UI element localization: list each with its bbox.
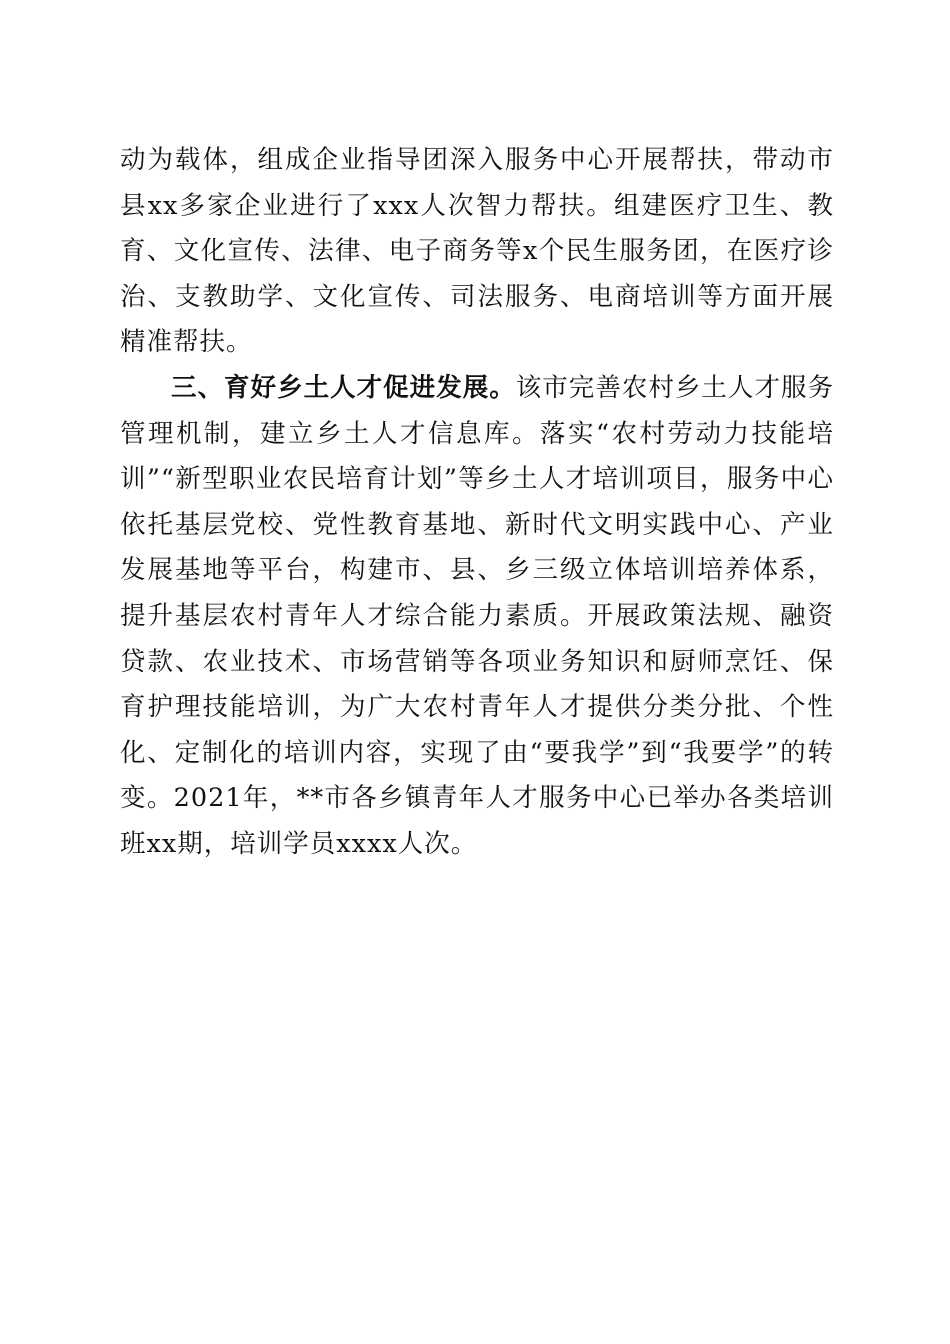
section-body-text: 该市完善农村乡土人才服务管理机制，建立乡土人才信息库。落实“农村劳动力技能培训”“新型职业农民培育计划”等乡土人才培训项目，服务中心依托基层党校、党性教育基地、新时代文明实践中心、产业发展基地等平台，构建市、县、乡三级立体培训培养体系，提升基层农村青年人才综合能力素质。开展政策法规、融资贷款、农业技术、市场营销等各项业务知识和厨师烹饪、保育护理技能培训，为广大农村青年人才提供分类分批、个性化、定制化的培训内容，实现了由“要我学”到“我要学”的转变。2021年，**市各乡镇青年人才服务中心已举办各类培训班xx期，培训学员xxxx人次。 xyxy=(120,372,834,859)
document-body xyxy=(120,138,834,868)
paragraph-section-three xyxy=(120,366,834,868)
section-heading: 三、育好乡土人才促进发展。 xyxy=(171,372,516,403)
paragraph-continued: 动为载体，组成企业指导团深入服务中心开展帮扶，带动市县xx多家企业进行了xxx人次智力帮扶。组建医疗卫生、教育、文化宣传、法律、电子商务等x个民生服务团，在医疗诊治、支教助学、文化宣传、司法服务、电商培训等方面开展精准帮扶。 xyxy=(120,145,834,358)
